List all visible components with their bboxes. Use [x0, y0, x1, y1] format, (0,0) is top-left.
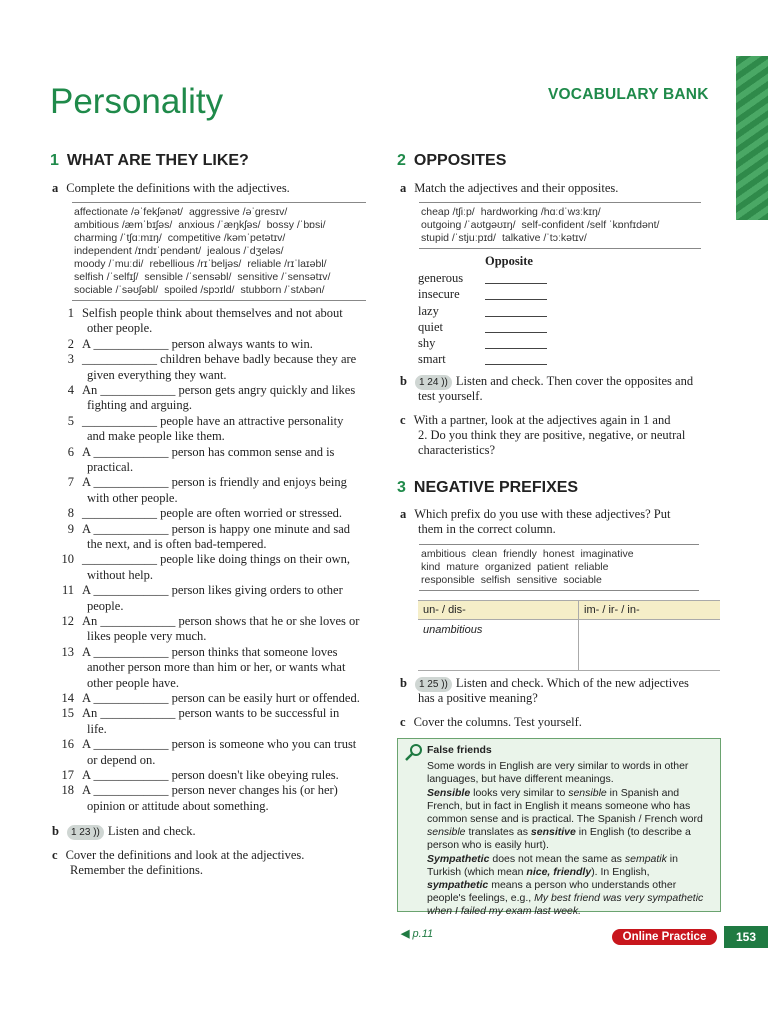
item-text: A ____________ person doesn't like obeying rules. — [82, 768, 339, 782]
word-item: affectionate /əˈfekʃənət/ — [74, 206, 183, 218]
answer-blank[interactable] — [485, 363, 547, 365]
section-title: WHAT ARE THEY LIKE? — [66, 152, 249, 169]
word-item: competitive /kəmˈpetətɪv/ — [167, 232, 286, 244]
vocabulary-bank-label: VOCABULARY BANK — [548, 86, 709, 103]
column-header-im-ir-in: im- / ir- / in- — [579, 601, 721, 620]
item-number: 17 — [61, 768, 74, 782]
word-item: bossy /ˈbɒsi/ — [266, 219, 326, 231]
item-number: 6 — [67, 444, 74, 459]
false-friends-p3: Sympathetic does not mean the same as sempatik in Turkish (which mean nice, friendly). In English, sympathetic means a person who understands other people's feelings, e.g., My best friend was very sympathetic when I failed my exam last week. — [427, 853, 704, 917]
word-item: cheap /tʃiːp/ — [421, 206, 475, 218]
word-item: stubborn /ˈstʌbən/ — [240, 284, 325, 296]
audio-icon[interactable]: 1 25 )) — [415, 677, 452, 692]
word-line — [421, 232, 699, 245]
item-text-cont: without help. — [87, 567, 153, 582]
instruction-text-cont: has a positive meaning? — [418, 691, 538, 705]
item-text-cont: another person more than him or her, or wants what — [87, 660, 346, 675]
decorative-stripe-tab — [736, 56, 768, 220]
item-number: 10 — [61, 552, 74, 567]
item-text-cont: the next, and is often bad-tempered. — [87, 537, 267, 551]
opposite-word: insecure — [418, 287, 460, 302]
false-friends-p2: Sensible looks very similar to sensible in Spanish and French, but in fact in English it means someone who has common sense and is practical. The Spanish / French word sensible translates as sensitive in English (to describe a person who is easily hurt). — [427, 787, 703, 851]
word-item: sensitive — [516, 574, 558, 586]
item-text-cont: other people. — [87, 321, 153, 336]
opposite-word: quiet — [418, 319, 443, 334]
section-1-instruction-c — [52, 848, 304, 863]
word-item: honest — [542, 548, 575, 560]
instruction-text-cont: characteristics? — [418, 443, 496, 457]
magnifier-icon — [404, 743, 424, 765]
page-number: 153 — [724, 926, 768, 948]
audio-track: 1 23 — [70, 827, 91, 838]
word-line — [421, 561, 697, 574]
word-line — [74, 284, 364, 297]
item-label: b — [400, 676, 407, 690]
word-line — [74, 219, 364, 232]
answer-blank[interactable] — [485, 315, 547, 317]
section-1-heading — [50, 152, 249, 170]
item-number: 18 — [61, 783, 74, 798]
section-3-instruction-a — [400, 507, 670, 522]
opposite-header: Opposite — [485, 254, 533, 268]
section-1-instruction-a — [52, 181, 290, 196]
word-line — [421, 574, 697, 587]
opposite-word: generous — [418, 271, 464, 285]
item-text: An ____________ person wants to be successful in — [82, 706, 340, 721]
item-number: 4 — [67, 383, 74, 397]
instruction-text: Match the adjectives and their opposites. — [414, 181, 619, 195]
word-item: selfish /ˈselfɪʃ/ — [74, 271, 139, 283]
word-line — [74, 232, 364, 245]
item-text-cont: and make people like them. — [87, 429, 225, 444]
instruction-text: Cover the columns. Test yourself. — [413, 715, 582, 729]
word-item: charming /ˈtʃɑːmɪŋ/ — [74, 232, 162, 244]
item-label: b — [400, 374, 407, 388]
item-number: 11 — [61, 583, 74, 598]
arrow-left-icon: ◀ — [401, 928, 410, 940]
opposite-row — [418, 352, 558, 368]
online-practice-badge[interactable]: Online Practice — [612, 929, 717, 945]
word-item: sociable /ˈsəʊʃəbl/ — [74, 284, 159, 296]
item-number: 16 — [61, 737, 74, 752]
word-item: jealous /ˈdʒeləs/ — [207, 245, 284, 257]
word-item: spoiled /spɔɪld/ — [164, 284, 235, 296]
word-item: patient — [537, 561, 569, 573]
instruction-text: Cover the definitions and look at the adjectives. — [65, 848, 305, 862]
item-number: 13 — [61, 644, 74, 659]
instruction-text: Listen and check. — [107, 824, 196, 838]
section-1-instruction-b — [52, 824, 196, 840]
word-item: selfish — [480, 574, 511, 586]
false-friends-box — [397, 738, 721, 917]
section-number: 3 — [397, 479, 406, 496]
word-item: reliable /rɪˈlaɪəbl/ — [247, 258, 327, 270]
word-line — [421, 219, 699, 232]
item-text-cont: life. — [87, 721, 107, 736]
section-3-instruction-c — [400, 715, 582, 730]
false-friends-title: False friends — [427, 744, 492, 756]
column-header-un-dis: un- / dis- — [418, 601, 579, 620]
word-item: reliable — [574, 561, 609, 573]
word-line — [74, 206, 364, 219]
item-text-cont: or depend on. — [87, 752, 156, 767]
section-2-instruction-b — [400, 374, 693, 390]
word-line — [74, 271, 364, 284]
word-item: moody /ˈmuːdi/ — [74, 258, 144, 270]
instruction-text-cont: 2. Do you think they are positive, negative, or neutral — [418, 428, 686, 442]
false-friends-p1: Some words in English are very similar to words in other languages, but have different meanings. — [427, 759, 689, 785]
item-text: A ____________ person can be easily hurt or offended. — [82, 691, 360, 705]
instruction-text-cont: Remember the definitions. — [70, 863, 203, 877]
page-reference[interactable] — [401, 927, 433, 940]
item-text-cont: other people have. — [87, 675, 179, 690]
word-item: imaginative — [580, 548, 634, 560]
opposite-row — [418, 320, 558, 336]
word-item: outgoing /ˈaʊtɡəʊɪŋ/ — [421, 219, 516, 231]
word-line — [421, 206, 699, 219]
section-2-word-box — [419, 202, 701, 249]
item-text: ____________ people are often worried or stressed. — [82, 506, 342, 521]
page-title: Personality — [50, 82, 224, 121]
instruction-text: Which prefix do you use with these adjectives? Put — [414, 507, 671, 521]
answer-blank[interactable] — [485, 282, 547, 284]
audio-icon[interactable]: 1 23 )) — [67, 825, 104, 840]
opposite-word: shy — [418, 336, 436, 351]
word-line — [74, 258, 364, 271]
item-text-cont: people. — [87, 598, 124, 613]
item-label: c — [52, 848, 58, 862]
section-title: OPPOSITES — [413, 152, 507, 169]
item-text: ____________ children behave badly because they are — [82, 352, 357, 367]
opposite-word: lazy — [418, 303, 439, 318]
item-text: A ____________ person is happy one minute and sad — [82, 521, 351, 536]
section-title: NEGATIVE PREFIXES — [413, 479, 579, 496]
answer-blank[interactable] — [485, 347, 547, 349]
word-item: self-confident /self ˈkɒnfɪdənt/ — [521, 219, 660, 231]
item-text: A ____________ person likes giving orders to other — [82, 583, 343, 598]
item-number: 15 — [61, 706, 74, 721]
item-text: An ____________ person shows that he or she loves or — [82, 614, 360, 628]
word-item: talkative /ˈtɔːkətɪv/ — [501, 232, 587, 244]
section-2-instruction-c — [400, 413, 670, 428]
word-item: organized — [484, 561, 532, 573]
section-number: 1 — [50, 152, 59, 169]
item-label: c — [400, 715, 406, 729]
word-item: independent /ɪndɪˈpendənt/ — [74, 245, 202, 257]
opposite-row — [418, 304, 558, 320]
section-2-heading — [397, 152, 506, 170]
word-item: ambitious — [421, 548, 466, 560]
word-item: ambitious /æmˈbɪʃəs/ — [74, 219, 173, 231]
instruction-text: Complete the definitions with the adjectives. — [66, 181, 290, 195]
word-item: friendly — [503, 548, 537, 560]
audio-icon[interactable]: 1 24 )) — [415, 375, 452, 390]
item-text-cont: practical. — [87, 460, 134, 474]
word-item: kind — [421, 561, 441, 573]
opposite-row — [418, 287, 558, 303]
section-1-word-box — [72, 202, 366, 301]
item-text: A ____________ person is friendly and enjoys being — [82, 475, 347, 490]
word-item: stupid /ˈstjuːpɪd/ — [421, 232, 496, 244]
column-empty-cell[interactable] — [579, 620, 721, 671]
item-number: 8 — [67, 506, 74, 521]
word-line — [421, 548, 697, 561]
instruction-text-cont: test yourself. — [418, 389, 483, 403]
item-number: 14 — [61, 691, 74, 705]
item-text: A ____________ person always wants to win. — [82, 336, 313, 351]
section-2-instruction-a — [400, 181, 618, 196]
opposites-list — [418, 271, 558, 369]
audio-track: 1 24 — [418, 377, 439, 388]
section-3-instruction-b — [400, 676, 689, 692]
section-number: 2 — [397, 152, 406, 169]
item-text: An ____________ person gets angry quickly and likes — [82, 383, 356, 397]
audio-track: 1 25 — [418, 679, 439, 690]
word-item: sensible /ˈsensəbl/ — [144, 271, 232, 283]
item-text: A ____________ person has common sense and is — [82, 444, 335, 459]
item-label: a — [400, 181, 407, 195]
word-item: sensitive /ˈsensətɪv/ — [237, 271, 331, 283]
word-item: responsible — [421, 574, 475, 586]
item-number: 7 — [67, 475, 74, 490]
word-item: anxious /ˈæŋkʃəs/ — [178, 219, 261, 231]
word-item: aggressive /əˈɡresɪv/ — [188, 206, 288, 218]
item-number: 5 — [67, 413, 74, 428]
item-text: Selfish people think about themselves and not about — [82, 306, 343, 320]
word-item: hardworking /hɑːdˈwɜːkɪŋ/ — [480, 206, 601, 218]
item-text-cont: given everything they want. — [87, 367, 227, 382]
section-3-word-box — [419, 544, 699, 591]
word-item: mature — [446, 561, 479, 573]
column-example: unambitious — [418, 620, 579, 671]
item-label: a — [52, 181, 59, 195]
item-number: 2 — [67, 336, 74, 351]
item-number: 12 — [61, 614, 74, 628]
item-text-cont: with other people. — [87, 490, 178, 505]
item-text-cont: opinion or attitude about something. — [87, 798, 269, 813]
opposite-word: smart — [418, 352, 446, 367]
item-number: 3 — [67, 352, 74, 367]
item-text: A ____________ person is someone who you can trust — [82, 737, 357, 752]
opposite-row — [418, 336, 558, 352]
item-text: A ____________ person never changes his (or her) — [82, 783, 338, 798]
item-number: 9 — [67, 521, 74, 536]
answer-blank[interactable] — [485, 331, 547, 333]
section-3-heading — [397, 479, 578, 497]
item-text: ____________ people have an attractive personality — [82, 413, 344, 428]
item-text: ____________ people like doing things on their own, — [82, 552, 351, 567]
item-label: c — [400, 413, 406, 427]
item-text: A ____________ person thinks that someone loves — [82, 644, 338, 659]
prefix-table — [418, 600, 720, 671]
item-number: 1 — [67, 306, 74, 320]
item-text-cont: fighting and arguing. — [87, 398, 192, 413]
word-item: sociable — [563, 574, 602, 586]
instruction-text: With a partner, look at the adjectives again in 1 and — [413, 413, 671, 427]
page-reference-text: p.11 — [412, 928, 434, 940]
item-label: a — [400, 507, 407, 521]
answer-blank[interactable] — [485, 298, 547, 300]
item-text-cont: likes people very much. — [87, 629, 207, 644]
opposite-row — [418, 271, 558, 287]
word-item: clean — [471, 548, 498, 560]
instruction-text-cont: them in the correct column. — [418, 522, 556, 536]
word-line — [74, 245, 364, 258]
word-item: rebellious /rɪˈbeljəs/ — [149, 258, 242, 270]
instruction-text: Listen and check. Then cover the opposites and — [455, 374, 694, 388]
instruction-text: Listen and check. Which of the new adjectives — [455, 676, 689, 690]
item-label: b — [52, 824, 59, 838]
